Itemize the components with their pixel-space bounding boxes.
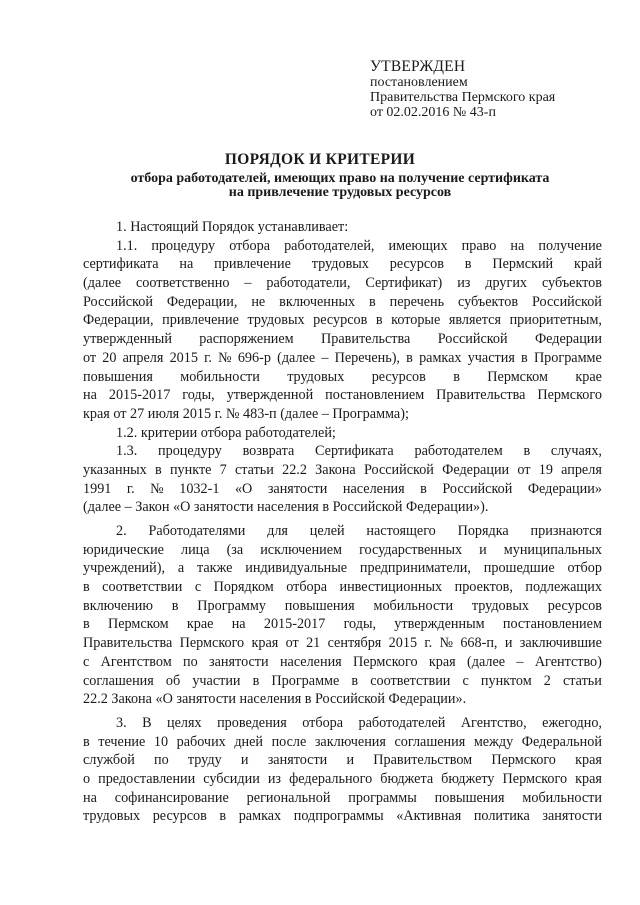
word: повышения	[284, 597, 355, 614]
word: других	[485, 275, 528, 292]
word: подлежащих	[525, 579, 602, 596]
word: рабочих	[176, 733, 226, 750]
document-body	[83, 218, 602, 826]
word: ресурсов	[313, 312, 368, 329]
word: также	[196, 560, 233, 577]
approval-line: постановлением	[370, 75, 468, 90]
word: с	[194, 579, 202, 596]
word: перечень	[389, 293, 445, 310]
word: апреля	[561, 461, 602, 478]
word: на	[231, 616, 246, 633]
word: Порядка	[457, 523, 509, 539]
word: повышения	[434, 789, 505, 806]
word: мобильности	[373, 597, 454, 614]
word: (за	[226, 541, 244, 558]
word: отбора	[229, 237, 271, 254]
word: заключившие	[519, 635, 602, 652]
paragraph-line	[83, 615, 602, 634]
word: юридические	[83, 541, 164, 558]
word: распоряжением	[199, 331, 294, 348]
word: а	[177, 560, 185, 577]
word: (далее	[83, 275, 122, 292]
word: Российской	[363, 461, 434, 478]
paragraph-line: 22.2 Закона «О занятости населения в Российской Федерации».	[83, 691, 467, 708]
paragraph-line	[83, 330, 602, 349]
word: Программе	[533, 349, 602, 366]
word: с	[83, 653, 90, 670]
word: г.	[126, 480, 135, 497]
word: Правительства	[321, 331, 411, 348]
word: Федерации	[442, 461, 510, 478]
word: привлечение	[162, 312, 239, 329]
word: Федерации»	[527, 480, 602, 497]
paragraph-line	[83, 751, 602, 770]
word: приоритетным,	[509, 312, 602, 329]
subtitle-line: на привлечение трудовых ресурсов	[228, 185, 452, 200]
word: трудовых	[247, 312, 305, 329]
word: и	[240, 752, 249, 769]
word: подпрограммы	[293, 808, 384, 825]
word: 22.2	[282, 461, 307, 478]
word: после	[271, 733, 307, 750]
word: 20	[102, 349, 117, 366]
paragraph-line	[83, 770, 602, 789]
word: 2015	[388, 635, 418, 652]
paragraph-line	[83, 442, 602, 461]
word: населения	[342, 480, 405, 497]
word: мобильности	[180, 368, 260, 385]
word: Правительства	[83, 635, 173, 652]
word: и	[479, 541, 487, 558]
word: 2.	[116, 523, 127, 539]
word: Федерации,	[166, 293, 238, 310]
word: отбор	[567, 560, 602, 577]
word: процедуру	[158, 443, 222, 460]
word: привлечение	[214, 256, 291, 273]
word: ресурсов	[547, 597, 602, 614]
word: из	[457, 275, 471, 292]
word: рамках	[238, 808, 282, 825]
word: Пермского	[502, 770, 568, 787]
word: 1991	[83, 480, 112, 497]
word: муниципальных	[503, 541, 602, 558]
word: Пермского	[491, 752, 556, 769]
word: Российской	[531, 293, 602, 310]
word: федерального	[289, 770, 373, 787]
word: г.	[424, 635, 433, 652]
word: Пермский	[492, 256, 554, 273]
word: указанных	[83, 461, 147, 478]
word: субъектов	[541, 275, 602, 292]
word: участия	[467, 349, 515, 366]
word: занятости	[542, 808, 602, 825]
word: Российской	[437, 331, 508, 348]
word: ресурсов	[371, 368, 426, 385]
word: В	[142, 714, 152, 731]
word: г.	[204, 349, 212, 366]
word: соглашения	[83, 672, 154, 689]
word: сентября	[327, 635, 382, 652]
word: по	[183, 653, 198, 670]
word: Федерации,	[83, 312, 154, 329]
word: лица	[180, 541, 210, 558]
word: проектов,	[454, 579, 513, 596]
word: постановлением	[325, 387, 425, 404]
word: инвестиционных	[339, 579, 443, 596]
paragraph-line	[83, 274, 602, 293]
word: Программе	[271, 672, 340, 689]
paragraph-line	[83, 653, 602, 672]
word: №	[218, 349, 232, 366]
paragraph-line	[83, 311, 602, 330]
approval-line: Правительства Пермского края	[370, 90, 556, 105]
word: настоящего	[366, 523, 436, 539]
word: годы,	[182, 387, 215, 404]
word: занятости	[267, 480, 328, 497]
word: на	[83, 789, 97, 806]
word: целях	[167, 714, 202, 731]
word: предоставлении	[98, 770, 196, 787]
word: политика	[473, 808, 530, 825]
paragraph-line	[83, 559, 602, 578]
paragraph-line	[83, 386, 602, 405]
word: занятости	[267, 752, 328, 769]
paragraph-line	[83, 368, 602, 387]
word: трудовых	[471, 597, 529, 614]
word: статьи	[562, 672, 602, 689]
word: Правительством	[373, 752, 473, 769]
word: Перечень),	[334, 349, 400, 366]
word: Закона	[315, 461, 356, 478]
word: 2015-2017	[108, 387, 171, 404]
word: в	[252, 672, 260, 689]
word: Пермского	[537, 387, 602, 404]
word: ресурсов	[389, 256, 444, 273]
word: –	[321, 349, 329, 366]
word: Российской	[442, 480, 513, 497]
word: работодателей,	[284, 237, 375, 254]
word: 1.1.	[116, 237, 138, 254]
word: целей	[309, 523, 345, 539]
word: в	[155, 461, 162, 478]
word: «О	[234, 480, 253, 497]
word: индивидуальные	[245, 560, 348, 577]
word: 10	[153, 733, 169, 750]
subtitle-line: отбора работодателей, имеющих право на получение сертификата	[130, 171, 550, 186]
paragraph-line	[83, 522, 602, 541]
paragraph-line	[83, 578, 602, 597]
word: и	[504, 635, 513, 652]
word: с	[462, 672, 469, 689]
word: исключением	[260, 541, 343, 558]
word: от	[517, 461, 531, 478]
paragraph-line	[83, 255, 602, 274]
word: повышения	[83, 368, 153, 385]
word: занятости	[209, 653, 269, 670]
word: региональной	[246, 789, 331, 806]
word: включенных	[279, 293, 356, 310]
word: сертификата	[83, 256, 159, 273]
word: соглашения	[394, 733, 466, 750]
word: участии	[192, 672, 241, 689]
word: по	[154, 752, 169, 769]
paragraph-line	[83, 733, 602, 752]
word: трудовых	[287, 368, 345, 385]
word: Работодателями	[148, 523, 246, 539]
word: в	[521, 349, 528, 366]
word: на	[510, 237, 525, 254]
word: –	[516, 653, 524, 670]
word: которые	[391, 312, 441, 329]
word: проведения	[217, 714, 287, 731]
word: дней	[234, 733, 264, 750]
word: (далее	[467, 653, 506, 670]
word: о	[83, 770, 91, 787]
word: Пермского	[179, 635, 245, 652]
word: в	[369, 293, 376, 310]
word: пункте	[169, 461, 212, 478]
word: течение	[98, 733, 146, 750]
word: постановлением	[502, 616, 602, 633]
word: статьи	[235, 461, 274, 478]
word: 19	[538, 461, 553, 478]
word: Правительства	[436, 387, 526, 404]
word: Российской	[83, 293, 153, 310]
word: Агентством	[100, 653, 172, 670]
word: субсидии	[203, 770, 260, 787]
word: отбора	[302, 714, 344, 731]
word: №	[150, 480, 164, 497]
paragraph-line	[83, 597, 602, 616]
word: Федерации	[534, 331, 602, 348]
word: апреля	[122, 349, 164, 366]
word: 3.	[116, 714, 127, 731]
word: в	[83, 733, 90, 750]
word: населения	[279, 653, 342, 670]
word: на	[179, 256, 194, 273]
word: в	[375, 312, 383, 329]
word: №	[439, 635, 453, 652]
word: об	[165, 672, 181, 689]
word: из	[267, 770, 282, 787]
paragraph-line	[83, 541, 602, 560]
word: края	[428, 653, 456, 670]
word: получение	[538, 237, 602, 254]
word: 21	[306, 635, 321, 652]
paragraph-line	[83, 349, 602, 368]
word: Пермском	[487, 368, 548, 385]
word: заключения	[314, 733, 386, 750]
word: ресурсов	[152, 808, 207, 825]
paragraph-line: края от 27 июля 2015 г. № 483-п (далее – Программа);	[83, 405, 409, 422]
word: бюджету	[441, 770, 495, 787]
paragraph-line	[83, 461, 602, 480]
word: Программу	[197, 597, 266, 614]
paragraph-line	[83, 293, 602, 312]
word: крае	[186, 616, 214, 633]
word: признаются	[530, 523, 602, 539]
word: Федеральной	[521, 733, 602, 750]
word: в	[83, 579, 90, 596]
paragraph-line	[83, 634, 602, 653]
word: 1032-1	[179, 480, 220, 497]
word: в	[83, 616, 90, 633]
paragraph-line	[83, 789, 602, 808]
word: случаях,	[550, 443, 602, 460]
word: Порядком	[213, 579, 274, 596]
word: пунктом	[480, 672, 532, 689]
word: прошедшие	[483, 560, 555, 577]
word: –	[244, 275, 252, 292]
word: государственных	[359, 541, 463, 558]
word: и	[346, 752, 355, 769]
paragraph-line	[83, 672, 602, 691]
document-title: ПОРЯДОК И КРИТЕРИИ	[224, 151, 416, 168]
word: включению	[83, 597, 153, 614]
word: Сертификат)	[365, 275, 443, 292]
word: 2	[543, 672, 551, 689]
paragraph-line: 1. Настоящий Порядок устанавливает:	[116, 219, 349, 235]
word: учреждений),	[83, 560, 165, 577]
word: годы,	[343, 616, 377, 633]
word: в	[420, 480, 427, 497]
word: труду	[187, 752, 222, 769]
word: крае	[575, 368, 602, 385]
word: утвержденной	[226, 387, 314, 404]
approval-title: УТВЕРЖДЕН	[370, 58, 466, 75]
word: соответствии	[102, 579, 183, 596]
word: «Активная	[396, 808, 462, 825]
word: края	[575, 770, 602, 787]
word: края	[575, 752, 602, 769]
word: в	[453, 368, 460, 385]
word: между	[473, 733, 514, 750]
word: от	[83, 349, 97, 366]
word: от	[285, 635, 299, 652]
word: 696-р	[237, 349, 271, 366]
word: службой	[83, 752, 135, 769]
word: утвержденным	[394, 616, 485, 633]
word: в	[406, 349, 413, 366]
word: возврата	[242, 443, 295, 460]
word: имеющих	[388, 237, 448, 254]
word: край	[574, 256, 602, 273]
word: процедуру	[151, 237, 216, 254]
word: Агентство,	[460, 714, 527, 731]
word: рамках	[419, 349, 462, 366]
word: утвержденный	[83, 331, 172, 348]
word: софинансирование	[114, 789, 229, 806]
word: бюджета	[380, 770, 434, 787]
word: трудовых	[83, 808, 141, 825]
word: края	[251, 635, 279, 652]
word: Сертификата	[315, 443, 394, 460]
paragraph-line	[83, 714, 602, 733]
document-subtitle	[60, 172, 620, 200]
paragraph-line	[83, 237, 602, 256]
word: субъектов	[458, 293, 519, 310]
word: 2015	[169, 349, 198, 366]
word: в	[464, 256, 472, 273]
word: ежегодно,	[542, 714, 602, 731]
word: 668-п,	[460, 635, 498, 652]
word: Пермского	[353, 653, 418, 670]
paragraph-line	[83, 807, 602, 826]
word: 7	[219, 461, 227, 478]
word: трудовых	[311, 256, 369, 273]
word: 1.3.	[116, 443, 138, 460]
word: соответствии	[370, 672, 451, 689]
word: в	[219, 808, 227, 825]
word: соответственно	[135, 275, 230, 292]
word: на	[83, 387, 97, 404]
word: в	[351, 672, 359, 689]
word: Пермском	[107, 616, 169, 633]
word: не	[251, 293, 266, 310]
word: право	[461, 237, 497, 254]
word: 2015-2017	[263, 616, 326, 633]
paragraph-line: 1.2. критерии отбора работодателей;	[116, 424, 336, 441]
paragraph-line: (далее – Закон «О занятости населения в Российской Федерации»).	[83, 499, 489, 516]
word: отбора	[286, 579, 328, 596]
approval-line: от 02.02.2016 № 43-п	[370, 105, 496, 120]
word: мобильности	[522, 789, 602, 806]
word: в	[523, 443, 531, 460]
paragraph-line	[83, 480, 602, 499]
word: Агентство)	[534, 653, 602, 670]
word: в	[171, 597, 179, 614]
word: для	[267, 523, 288, 539]
word: (далее	[277, 349, 316, 366]
word: работодателей	[358, 714, 446, 731]
word: является	[448, 312, 501, 329]
approval-stamp	[370, 58, 620, 120]
word: программы	[348, 789, 417, 806]
word: предприниматели,	[359, 560, 471, 577]
word: работодатели,	[266, 275, 351, 292]
word: работодателем	[414, 443, 503, 460]
